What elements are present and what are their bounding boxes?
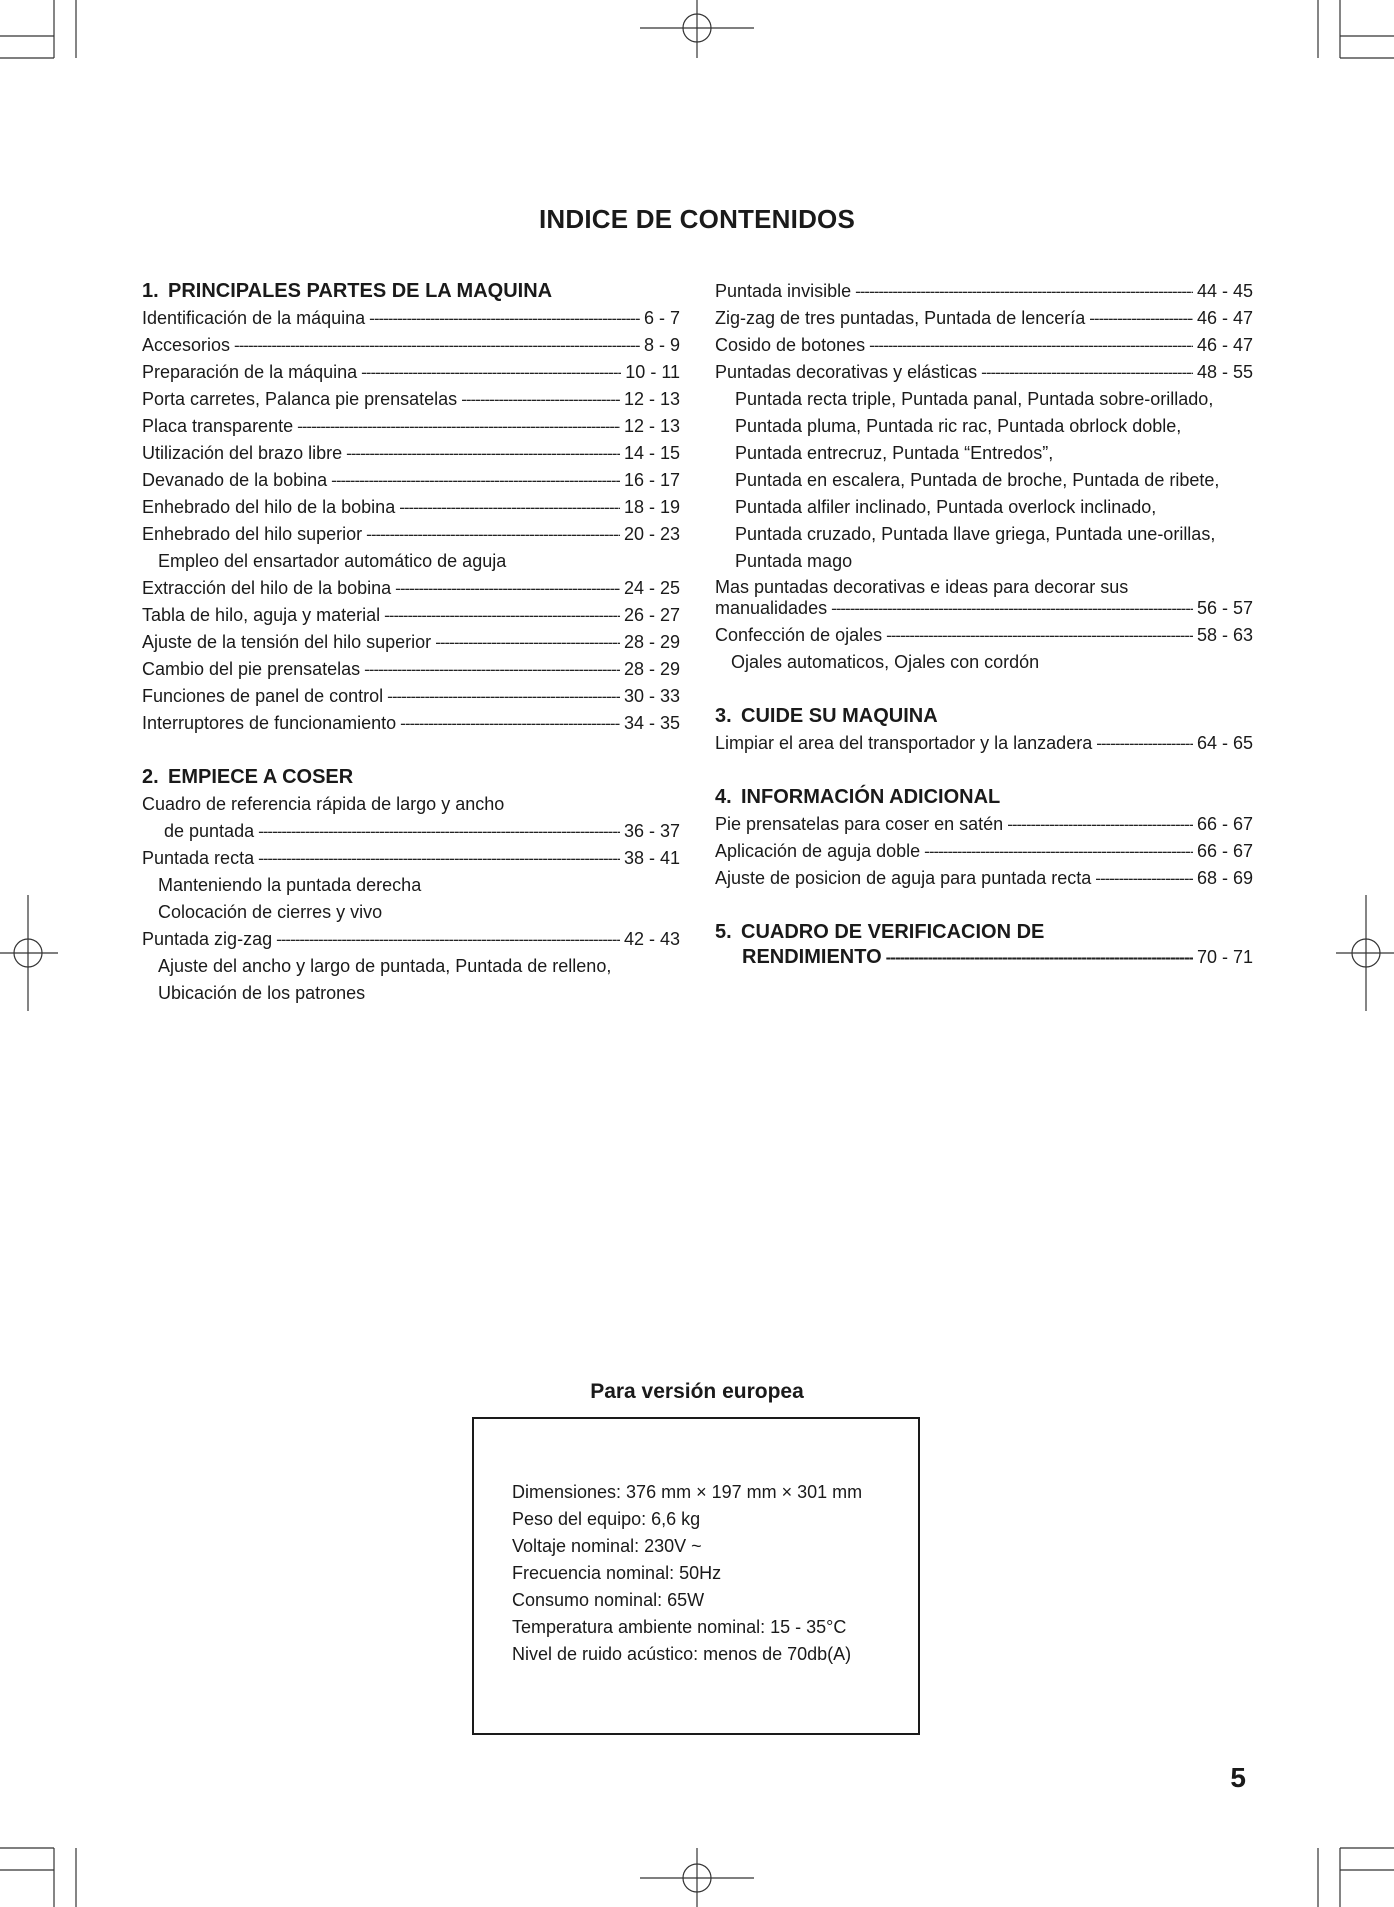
toc-entry[interactable]: Confección de ojales ----- 58 - 63	[715, 622, 1253, 649]
toc-entry[interactable]: Ajuste de la tensión del hilo superior ----- 28 - 29	[142, 629, 680, 656]
spec-line: Dimensiones: 376 mm × 197 mm × 301 mm	[512, 1482, 863, 1502]
spec-line: Voltaje nominal: 230V ~	[512, 1536, 702, 1556]
toc-entry[interactable]: Limpiar el area del transportador y la lanzadera ----- 64 - 65	[715, 730, 1253, 757]
section-4	[715, 784, 1253, 892]
toc-subnote: Ojales automaticos, Ojales con cordón	[731, 652, 1040, 672]
toc-entry[interactable]: Utilización del brazo libre ----- 14 - 15	[142, 440, 680, 467]
toc-subnote: Ubicación de los patrones	[158, 983, 366, 1003]
european-specs-box	[472, 1417, 920, 1735]
toc-entry[interactable]: Tabla de hilo, aguja y material ----- 26 - 27	[142, 602, 680, 629]
toc-entry[interactable]: Puntadas decorativas y elásticas ----- 48 - 55	[715, 359, 1253, 386]
toc-entry[interactable]: Puntada zig-zag ----- 42 - 43	[142, 926, 680, 953]
section-3-heading: 3. CUIDE SU MAQUINA	[715, 705, 938, 727]
toc-entry[interactable]: Extracción del hilo de la bobina ----- 24 - 25	[142, 575, 680, 602]
section-4-heading: 4. INFORMACIÓN ADICIONAL	[715, 786, 1001, 808]
toc-subnote: Puntada mago	[735, 551, 853, 571]
toc-entry[interactable]: Pie prensatelas para coser en satén ----- 66 - 67	[715, 811, 1253, 838]
toc-subnote: Puntada en escalera, Puntada de broche, Puntada de ribete,	[735, 470, 1220, 490]
toc-entry[interactable]: RENDIMIENTO ----- 70 - 71	[715, 946, 1253, 970]
toc-subnote: Puntada recta triple, Puntada panal, Puntada sobre-orillado,	[735, 389, 1214, 409]
toc-entry[interactable]: Enhebrado del hilo superior ----- 20 - 23	[142, 521, 680, 548]
toc-entry[interactable]: Accesorios ----- 8 - 9	[142, 332, 680, 359]
toc-entry[interactable]: Devanado de la bobina ----- 16 - 17	[142, 467, 680, 494]
toc-right-column	[715, 278, 1253, 997]
toc-subnote: Puntada alfiler inclinado, Puntada overlock inclinado,	[735, 497, 1157, 517]
toc-line: Cuadro de referencia rápida de largo y ancho	[142, 794, 505, 814]
european-version-title: Para versión europea	[590, 1380, 804, 1403]
toc-entry[interactable]: Interruptores de funcionamiento ----- 34 - 35	[142, 710, 680, 737]
toc-line: Mas puntadas decorativas e ideas para decorar sus	[715, 577, 1129, 597]
toc-entry[interactable]: Funciones de panel de control ----- 30 - 33	[142, 683, 680, 710]
section-5	[715, 919, 1253, 970]
toc-entry[interactable]: Enhebrado del hilo de la bobina ----- 18 - 19	[142, 494, 680, 521]
toc-subnote: Colocación de cierres y vivo	[158, 902, 383, 922]
spec-line: Temperatura ambiente nominal: 15 - 35°C	[512, 1617, 847, 1637]
section-3	[715, 703, 1253, 757]
page-number: 5	[1230, 1762, 1246, 1793]
section-1	[142, 278, 680, 737]
toc-subnote: Puntada cruzado, Puntada llave griega, Puntada une-orillas,	[735, 524, 1216, 544]
section-2-heading: 2. EMPIECE A COSER	[142, 766, 354, 788]
section-2	[142, 764, 680, 1007]
toc-entry[interactable]: manualidades ----- 56 - 57	[715, 595, 1253, 622]
toc-subnote: Empleo del ensartador automático de aguja	[158, 551, 507, 571]
toc-subnote: Puntada pluma, Puntada ric rac, Puntada obrlock doble,	[735, 416, 1182, 436]
toc-entry[interactable]: Ajuste de posicion de aguja para puntada recta ----- 68 - 69	[715, 865, 1253, 892]
toc-subnote: Puntada entrecruz, Puntada “Entredos”,	[735, 443, 1054, 463]
toc-entry[interactable]: Placa transparente ----- 12 - 13	[142, 413, 680, 440]
toc-entry[interactable]: Cambio del pie prensatelas ----- 28 - 29	[142, 656, 680, 683]
toc-entry[interactable]: Preparación de la máquina ----- 10 - 11	[142, 359, 680, 386]
toc-subnote: Ajuste del ancho y largo de puntada, Puntada de relleno,	[158, 956, 612, 976]
section-1-heading: 1. PRINCIPALES PARTES DE LA MAQUINA	[142, 280, 553, 302]
toc-entry[interactable]: de puntada ----- 36 - 37	[142, 818, 680, 845]
page-title: INDICE DE CONTENIDOS	[538, 204, 856, 234]
toc-left-column	[142, 278, 680, 1034]
toc-entry[interactable]: Cosido de botones ----- 46 - 47	[715, 332, 1253, 359]
toc-subnote: Manteniendo la puntada derecha	[158, 875, 422, 895]
spec-line: Nivel de ruido acústico: menos de 70db(A)	[512, 1644, 852, 1664]
spec-line: Frecuencia nominal: 50Hz	[512, 1563, 722, 1583]
spec-line: Peso del equipo: 6,6 kg	[512, 1509, 701, 1529]
toc-entry[interactable]: Puntada invisible ----- 44 - 45	[715, 278, 1253, 305]
toc-entry[interactable]: Aplicación de aguja doble ----- 66 - 67	[715, 838, 1253, 865]
toc-entry[interactable]: Zig-zag de tres puntadas, Puntada de lencería ----- 46 - 47	[715, 305, 1253, 332]
toc-entry[interactable]: Porta carretes, Palanca pie prensatelas ----- 12 - 13	[142, 386, 680, 413]
section-5-heading: 5. CUADRO DE VERIFICACION DE	[715, 921, 1045, 943]
specs-list	[512, 1479, 862, 1668]
toc-entry[interactable]: Puntada recta ----- 38 - 41	[142, 845, 680, 872]
spec-line: Consumo nominal: 65W	[512, 1590, 705, 1610]
toc-entry[interactable]: Identificación de la máquina ----- 6 - 7	[142, 305, 680, 332]
